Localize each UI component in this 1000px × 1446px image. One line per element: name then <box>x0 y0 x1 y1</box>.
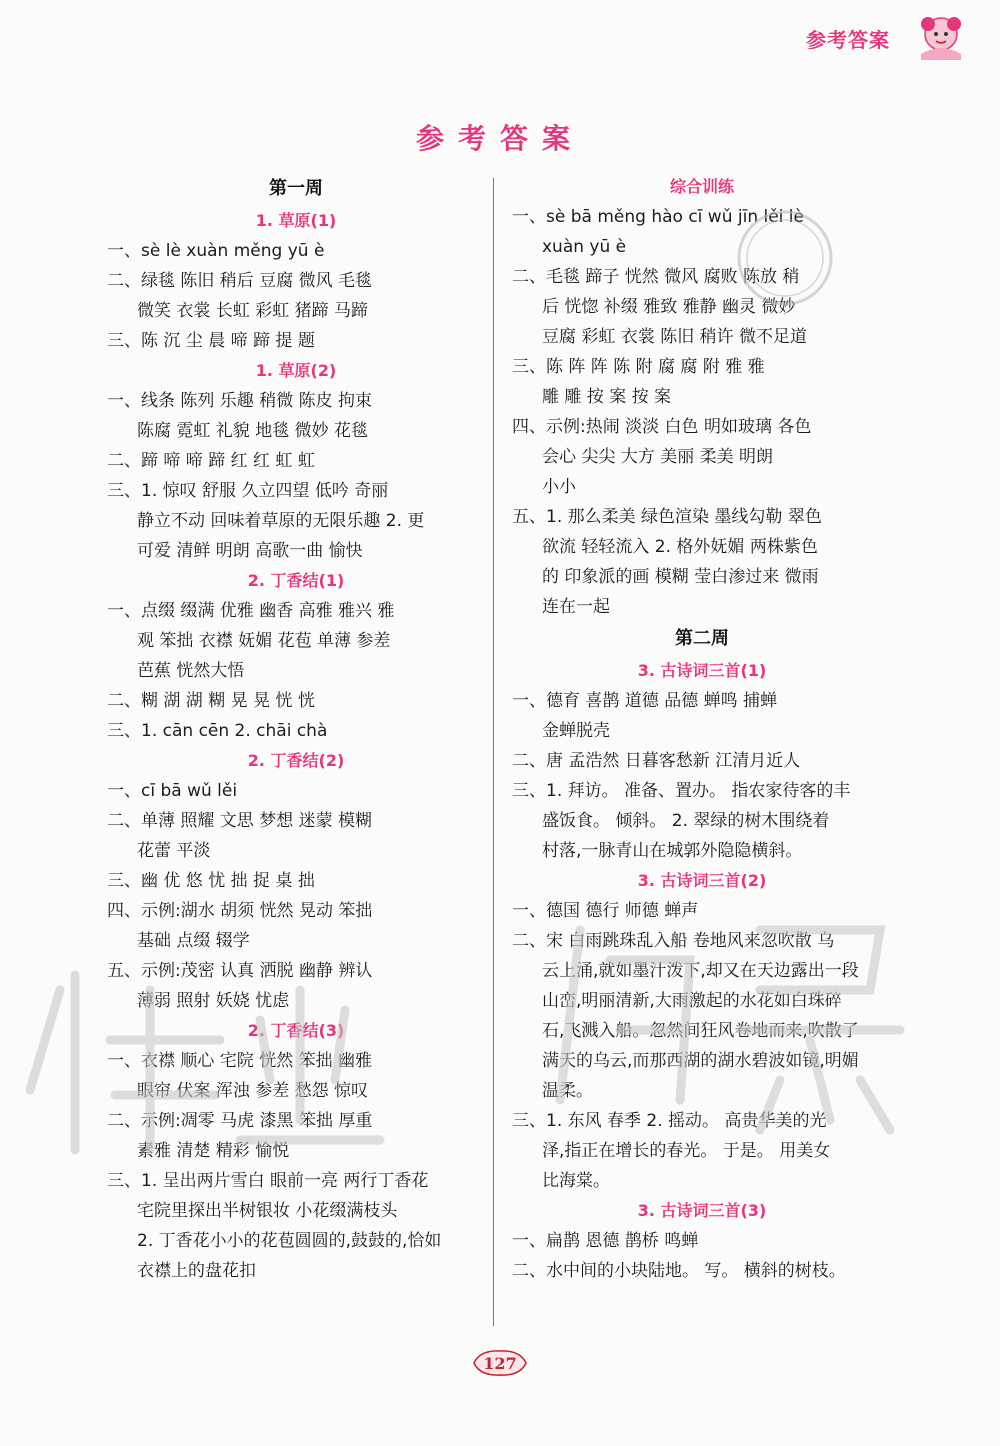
answer-line: 三、陈 沉 尘 晨 啼 蹄 提 题 <box>107 331 315 351</box>
answer-line-continued: 宅院里探出半树银妆 小花缀满枝头 <box>137 1201 398 1221</box>
answer-line-continued: 山峦,明丽清新,大雨激起的水花如白珠碎 <box>542 991 842 1011</box>
answer-line-continued: 微笑 衣裳 长虹 彩虹 猪蹄 马蹄 <box>137 301 369 321</box>
lesson-heading: 2. 丁香结(2) <box>247 751 345 770</box>
answer-line: 三、1. cān cēn 2. chāi chà <box>107 721 328 741</box>
answer-line: 三、幽 优 悠 忧 拙 捉 桌 拙 <box>107 871 315 891</box>
lesson-heading: 3. 古诗词三首(1) <box>637 661 767 680</box>
answer-line-continued: 满天的乌云,而那西湖的湖水碧波如镜,明媚 <box>542 1051 859 1071</box>
answer-line: 二、单薄 照耀 文思 梦想 迷蒙 模糊 <box>107 811 373 831</box>
answer-line-continued: 云上涌,就如墨汁泼下,却又在天边露出一段 <box>542 961 859 981</box>
answer-line-continued: 可爱 清鲜 明朗 高歌一曲 愉快 <box>137 541 363 561</box>
lesson-heading: 2. 丁香结(3) <box>247 1021 345 1040</box>
answer-line: 一、扁鹊 恩德 鹊桥 鸣蝉 <box>512 1231 699 1251</box>
answer-line-continued: 花蕾 平淡 <box>137 841 211 861</box>
answer-line: 一、cī bā wǔ lěi <box>107 781 238 801</box>
answer-line-continued: 素雅 清楚 精彩 愉悦 <box>137 1141 290 1161</box>
answer-line-continued: 金蝉脱壳 <box>542 721 610 741</box>
answer-line-continued: 雕 雕 按 案 按 案 <box>542 387 672 407</box>
answer-line-continued: 基础 点缀 辍学 <box>137 931 250 951</box>
answer-line-continued: 薄弱 照射 妖娆 忧虑 <box>137 991 290 1011</box>
answer-line-continued: 连在一起 <box>542 597 610 617</box>
answer-line: 二、示例:凋零 马虎 漆黑 笨拙 厚重 <box>107 1111 373 1131</box>
answer-line: 一、衣襟 顺心 宅院 恍然 笨拙 幽雅 <box>107 1051 373 1071</box>
answer-line: 三、1. 呈出两片雪白 眼前一亮 两行丁香花 <box>107 1171 429 1191</box>
cartoon-girl-icon <box>906 12 976 62</box>
answer-line: 二、蹄 啼 啼 蹄 红 红 虹 虹 <box>107 451 315 471</box>
answer-line-continued: 陈腐 霓虹 礼貌 地毯 微妙 花毯 <box>137 421 369 441</box>
answer-line: 二、唐 孟浩然 日暮客愁新 江清月近人 <box>512 751 801 771</box>
lesson-heading: 3. 古诗词三首(2) <box>637 871 767 890</box>
answer-line-continued: xuàn yū è <box>542 237 627 257</box>
answer-line: 一、线条 陈列 乐趣 稍微 陈皮 拘束 <box>107 391 373 411</box>
lesson-heading: 1. 草原(2) <box>255 361 337 380</box>
answer-line-continued: 石,飞溅入船。忽然间狂风卷地而来,吹散了 <box>542 1021 859 1041</box>
answer-line-continued: 芭蕉 恍然大悟 <box>137 661 245 681</box>
answer-line-continued: 的 印象派的画 模糊 莹白渗过来 微雨 <box>542 567 819 587</box>
answer-line: 二、毛毯 蹄子 恍然 微风 腐败 陈放 稍 <box>512 267 800 287</box>
answer-line-continued: 比海棠。 <box>542 1171 610 1191</box>
page-number-badge <box>470 1348 530 1378</box>
answer-line-continued: 观 笨拙 衣襟 妩媚 花苞 单薄 参差 <box>137 631 391 651</box>
answer-line-continued: 静立不动 回味着草原的无限乐趣 2. 更 <box>137 511 425 531</box>
page-title: 参考答案 <box>415 122 584 155</box>
left-column <box>107 172 485 1286</box>
page-number: 127 <box>483 1354 517 1373</box>
answer-line-continued: 欲流 轻轻流入 2. 格外妩媚 两株紫色 <box>542 537 818 557</box>
column-divider <box>493 178 494 1326</box>
lesson-heading: 综合训练 <box>669 177 734 196</box>
answer-line-continued: 会心 尖尖 大方 美丽 柔美 明朗 <box>542 447 774 467</box>
answer-line-continued: 温柔。 <box>542 1081 593 1101</box>
answer-line: 二、糊 湖 湖 糊 晃 晃 恍 恍 <box>107 691 315 711</box>
answer-line: 三、1. 东风 春季 2. 摇动。 高贵华美的光 <box>512 1111 827 1131</box>
answer-line-continued: 豆腐 彩虹 衣裳 陈旧 稍许 微不足道 <box>542 327 808 347</box>
lesson-heading: 3. 古诗词三首(3) <box>637 1201 767 1220</box>
answer-line: 一、德国 德行 师德 蝉声 <box>512 901 699 921</box>
answer-line-continued: 盛饭食。 倾斜。 2. 翠绿的树木围绕着 <box>542 811 830 831</box>
answer-line-continued: 衣襟上的盘花扣 <box>137 1261 256 1281</box>
week-heading: 第二周 <box>675 628 729 649</box>
answer-line: 五、示例:茂密 认真 洒脱 幽静 辨认 <box>107 961 373 981</box>
answer-line-continued: 小小 <box>542 477 576 497</box>
answer-line: 二、绿毯 陈旧 稍后 豆腐 微风 毛毯 <box>107 271 373 291</box>
answer-line: 一、sè bā měng hào cī wǔ jīn lěi lè <box>512 207 804 227</box>
answer-line: 三、1. 拜访。 准备、置办。 指农家待客的丰 <box>512 781 851 801</box>
answer-line-continued: 村落,一脉青山在城郭外隐隐横斜。 <box>542 841 803 861</box>
answer-badge <box>806 24 890 53</box>
answer-line-continued: 泽,指正在增长的春光。 于是。 用美女 <box>542 1141 831 1161</box>
answer-line: 一、点缀 缀满 优雅 幽香 高雅 雅兴 雅 <box>107 601 395 621</box>
week-heading: 第一周 <box>269 178 323 199</box>
answer-line: 一、sè lè xuàn měng yū è <box>107 241 325 261</box>
answer-line: 五、1. 那么柔美 绿色渲染 墨线勾勒 翠色 <box>512 507 822 527</box>
answer-line: 三、陈 阵 阵 陈 附 腐 腐 附 雅 雅 <box>512 357 765 377</box>
lesson-heading: 1. 草原(1) <box>255 211 337 230</box>
answer-line: 二、宋 白雨跳珠乱入船 卷地风来忽吹散 乌 <box>512 931 835 951</box>
badge-label: 参考答案 <box>806 28 890 52</box>
answer-line: 三、1. 惊叹 舒服 久立四望 低吟 奇丽 <box>107 481 389 501</box>
answer-line-continued: 2. 丁香花小小的花苞圆圆的,鼓鼓的,恰如 <box>137 1231 442 1251</box>
right-column <box>512 172 892 1286</box>
answer-line-continued: 眼帘 伏案 浑浊 参差 愁怨 惊叹 <box>137 1081 369 1101</box>
answer-line: 一、德育 喜鹊 道德 品德 蝉鸣 捕蝉 <box>512 691 778 711</box>
answer-line: 四、示例:湖水 胡须 恍然 晃动 笨拙 <box>107 901 373 921</box>
lesson-heading: 2. 丁香结(1) <box>247 571 345 590</box>
answer-line-continued: 后 恍惚 补缀 雅致 雅静 幽灵 微妙 <box>542 297 796 317</box>
answer-line: 二、水中间的小块陆地。 写。 横斜的树枝。 <box>512 1261 846 1281</box>
answer-line: 四、示例:热闹 淡淡 白色 明如玻璃 各色 <box>512 417 812 437</box>
